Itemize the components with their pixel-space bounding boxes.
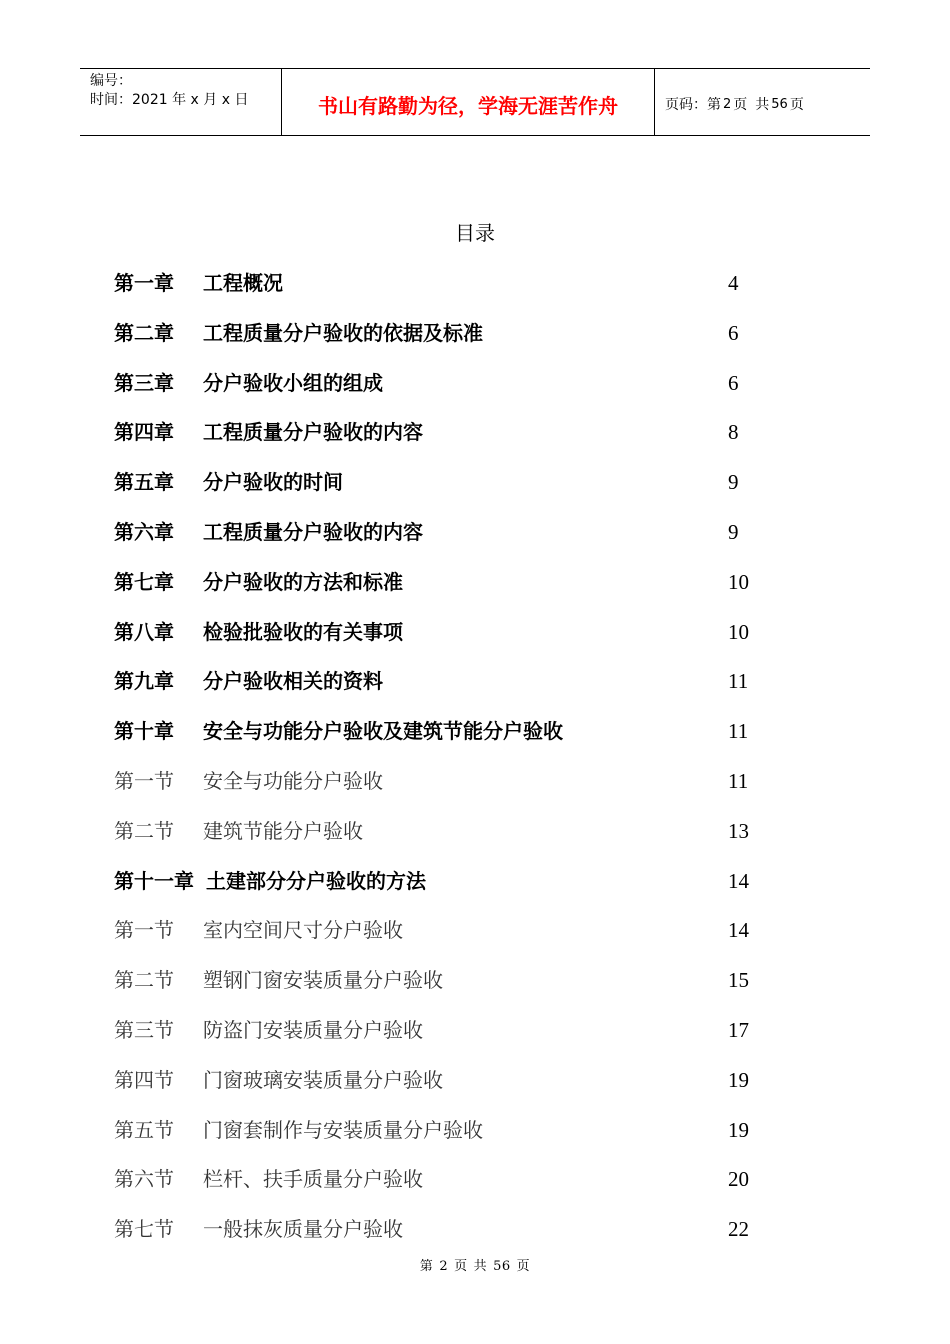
- toc-entry-title: 工程概况: [203, 271, 283, 295]
- toc-entry[interactable]: [114, 915, 754, 965]
- footer-total: 56: [493, 1259, 511, 1274]
- toc-entry-page: 11: [728, 719, 749, 744]
- header-page-total: 56: [771, 96, 788, 112]
- toc-entry-page: 14: [728, 868, 749, 893]
- toc-entry-page: 15: [728, 968, 749, 993]
- toc-entry-number: 第七节: [114, 1217, 174, 1242]
- toc-entry-label: [114, 268, 283, 298]
- toc-entry-label: [114, 1065, 443, 1095]
- toc-entry-label: [114, 766, 383, 796]
- toc-entry-title: 分户验收的时间: [203, 470, 343, 495]
- toc-entry[interactable]: [114, 417, 754, 467]
- toc-entry-title: 建筑节能分户验收: [203, 818, 363, 843]
- toc-entry-number: 第五章: [114, 470, 174, 495]
- toc-entry[interactable]: [114, 368, 754, 418]
- toc-entry[interactable]: [114, 716, 754, 766]
- toc-entry-page: 10: [728, 619, 749, 644]
- toc-entry-number: 第八章: [114, 619, 174, 644]
- toc-entry-label: [114, 716, 563, 746]
- toc-entry[interactable]: [114, 318, 754, 368]
- toc-entry-label: [114, 318, 483, 348]
- toc-entry-page: 4: [728, 271, 739, 295]
- toc-entry[interactable]: [114, 866, 754, 916]
- footer-mid: 页: [454, 1259, 468, 1274]
- header-page-mid: 页: [733, 97, 748, 113]
- toc-entry-number: 第五节: [114, 1117, 174, 1142]
- toc-entry-number: 第六节: [114, 1167, 174, 1192]
- toc-entry[interactable]: [114, 1015, 754, 1065]
- toc-entry-label: [114, 866, 426, 896]
- toc-entry-label: [114, 617, 403, 647]
- toc-entry-title: 一般抹灰质量分户验收: [203, 1217, 403, 1242]
- toc-entry-page: 10: [728, 569, 749, 594]
- toc-entry[interactable]: [114, 816, 754, 866]
- toc-entry-number: 第十章: [114, 719, 174, 744]
- toc-entry-title: 塑钢门窗安装质量分户验收: [203, 968, 443, 993]
- toc-entry-page: 9: [728, 470, 739, 495]
- toc-entry-page: 9: [728, 519, 739, 544]
- toc-entry-title: 安全与功能分户验收: [203, 768, 383, 793]
- toc-entry-title: 门窗套制作与安装质量分户验收: [203, 1117, 483, 1142]
- toc-entry[interactable]: [114, 517, 754, 567]
- toc-entry-title: 室内空间尺寸分户验收: [203, 918, 403, 943]
- toc-entry[interactable]: [114, 1214, 754, 1264]
- header-page-total-prefix: 共: [755, 97, 770, 113]
- toc-entry-page: 6: [728, 370, 739, 395]
- toc-entry-number: 第四章: [114, 420, 174, 445]
- toc-entry-title: 工程质量分户验收的内容: [203, 519, 423, 544]
- toc-entry[interactable]: [114, 1065, 754, 1115]
- toc-entry-label: [114, 666, 383, 696]
- page-header: [80, 68, 870, 136]
- toc-entry-number: 第二节: [114, 818, 174, 843]
- header-page-prefix: 页码：第: [665, 97, 721, 113]
- toc-entry-page: 13: [728, 818, 749, 843]
- toc-entry-label: [114, 1164, 423, 1194]
- toc-entry-title: 分户验收的方法和标准: [203, 569, 403, 594]
- toc-entry-number: 第二节: [114, 968, 174, 993]
- toc-entry-number: 第三章: [114, 370, 174, 395]
- toc-entry-page: 11: [728, 669, 749, 694]
- toc-entry-label: [114, 417, 423, 447]
- toc-entry[interactable]: [114, 666, 754, 716]
- toc-entry-label: [114, 467, 343, 497]
- toc-entry-number: 第六章: [114, 519, 174, 544]
- toc-entry-page: 14: [728, 918, 749, 943]
- toc-entry-label: [114, 1115, 483, 1145]
- toc-entry-title: 土建部分分户验收的方法: [206, 868, 426, 893]
- toc-title: 目录: [455, 221, 495, 245]
- toc-entry-number: 第二章: [114, 320, 174, 345]
- toc-entry[interactable]: [114, 617, 754, 667]
- toc-entry[interactable]: [114, 766, 754, 816]
- toc-entry-label: [114, 816, 363, 846]
- toc-entry-page: 11: [728, 768, 749, 793]
- toc-entry-title: 防盗门安装质量分户验收: [203, 1017, 423, 1042]
- toc-entry[interactable]: [114, 268, 754, 318]
- toc-entry[interactable]: [114, 467, 754, 517]
- toc-entry-label: [114, 1015, 423, 1045]
- toc-entry-page: 22: [728, 1217, 749, 1242]
- page-footer: [0, 1258, 950, 1276]
- toc-entry-label: [114, 368, 383, 398]
- toc-entry-label: [114, 567, 403, 597]
- toc-entry-title: 安全与功能分户验收及建筑节能分户验收: [203, 719, 563, 744]
- header-page-current: 2: [723, 96, 732, 112]
- toc-entry-page: 6: [728, 320, 739, 345]
- toc-entry[interactable]: [114, 1164, 754, 1214]
- toc-entry-page: 19: [728, 1117, 749, 1142]
- toc-entry[interactable]: [114, 567, 754, 617]
- toc-entry-page: 17: [728, 1017, 749, 1042]
- toc-list: [114, 268, 754, 1264]
- toc-entry-page: 20: [728, 1167, 749, 1192]
- toc-entry-title: 门窗玻璃安装质量分户验收: [203, 1067, 443, 1092]
- footer-current: 2: [439, 1259, 449, 1274]
- toc-entry-label: [114, 517, 423, 547]
- footer-suffix: 页: [516, 1259, 531, 1274]
- footer-prefix: 第: [419, 1259, 434, 1274]
- toc-entry-label: [114, 965, 443, 995]
- toc-entry-title: 分户验收小组的组成: [203, 370, 383, 395]
- toc-entry-number: 第十一章: [114, 868, 194, 893]
- toc-entry-page: 8: [728, 420, 739, 445]
- toc-entry-title: 分户验收相关的资料: [203, 669, 383, 694]
- header-code-label: 编号：: [90, 73, 132, 89]
- toc-entry-number: 第一节: [114, 768, 174, 793]
- toc-entry-title: 工程质量分户验收的内容: [203, 420, 423, 445]
- toc-entry-label: [114, 915, 403, 945]
- toc-entry-page: 19: [728, 1067, 749, 1092]
- toc-entry-number: 第九章: [114, 669, 174, 694]
- toc-entry[interactable]: [114, 965, 754, 1015]
- header-page-info: [655, 69, 870, 135]
- toc-entry-title: 栏杆、扶手质量分户验收: [203, 1167, 423, 1192]
- toc-entry[interactable]: [114, 1115, 754, 1165]
- toc-entry-number: 第四节: [114, 1067, 174, 1092]
- header-page-suffix: 页: [789, 97, 804, 113]
- toc-entry-label: [114, 1214, 403, 1244]
- header-motto: 书山有路勤为径，学海无涯苦作舟: [282, 69, 655, 135]
- toc-entry-title: 检验批验收的有关事项: [203, 619, 403, 644]
- header-meta: [80, 69, 282, 135]
- toc-entry-number: 第七章: [114, 569, 174, 594]
- footer-total-prefix: 共: [473, 1259, 488, 1274]
- toc-entry-number: 第一节: [114, 918, 174, 943]
- toc-entry-number: 第一章: [114, 271, 174, 295]
- toc-entry-number: 第三节: [114, 1017, 174, 1042]
- header-time-label: 时间：2021 年 x 月 x 日: [90, 92, 249, 108]
- toc-entry-title: 工程质量分户验收的依据及标准: [203, 320, 483, 345]
